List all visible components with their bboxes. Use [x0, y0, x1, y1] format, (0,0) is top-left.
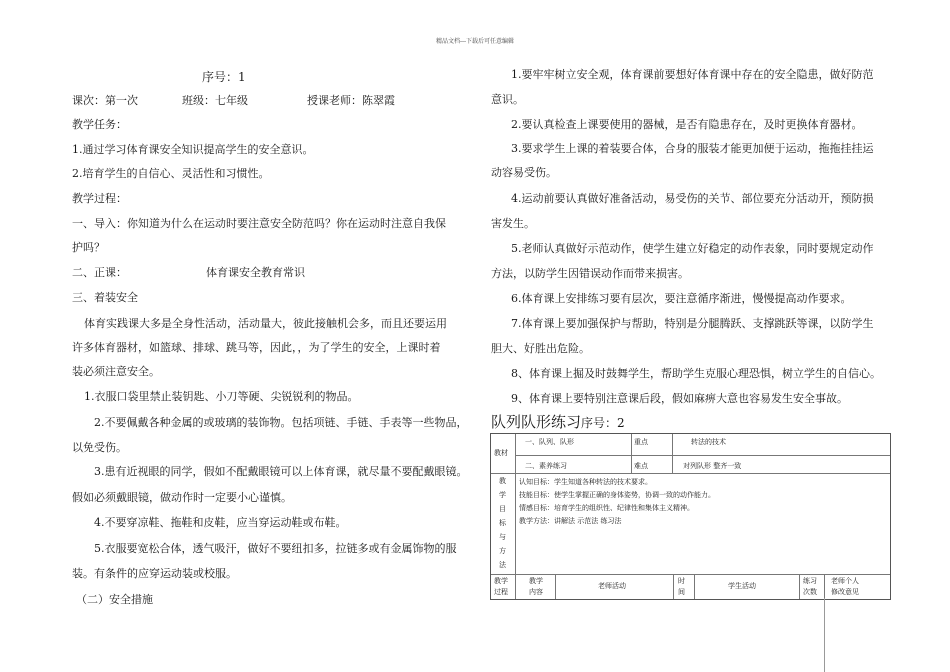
section-number: 序号：2: [581, 416, 625, 430]
measure-item: 害发生。: [491, 217, 535, 230]
goal-item: 情感目标：培育学生的组织性、纪律性和集体主义精神。: [519, 504, 694, 512]
key-point-value: 转法的技术: [691, 438, 726, 446]
intro-line: 一、导入：你知道为什么在运动时要注意安全防范吗？你在运动时注意自我保: [72, 217, 446, 230]
header-teacher-notes: 修改意见: [831, 588, 859, 596]
lesson-number-title: 序号：1: [202, 70, 246, 84]
goals-label-char: 方: [499, 547, 506, 555]
goal-item: 认知目标：学生知道各种转法的技术要求。: [519, 478, 652, 486]
task-item: 1.通过学习体育课安全知识提高学生的安全意识。: [72, 143, 314, 156]
header-teacher-activity: 老师活动: [598, 582, 626, 590]
header-practice-count: 次数: [803, 588, 817, 596]
goals-label-char: 与: [499, 533, 506, 541]
header-watermark: 精品文档---下载后可任意编辑: [435, 38, 515, 45]
header-process: 教学: [494, 577, 508, 585]
goals-label-char: 学: [499, 491, 506, 499]
dress-item: 假如必须戴眼镜，做动作时一定要小心谨慎。: [72, 491, 292, 504]
section-title: [491, 415, 625, 430]
textbook-label: 教材: [494, 449, 508, 457]
main-lesson-title: 体育课安全教育常识: [206, 266, 305, 279]
dress-item: 4.不要穿凉鞋、拖鞋和皮鞋，应当穿运动鞋或布鞋。: [94, 516, 347, 529]
measure-item: 胆大、好胜出危险。: [491, 342, 590, 355]
header-practice-count: 练习: [803, 577, 817, 585]
dress-item: 3.患有近视眼的同学，假如不配戴眼镜可以上体育课，就尽量不要配戴眼镜。: [94, 465, 468, 478]
teacher-name: 授课老师：陈翠霞: [307, 94, 395, 107]
measure-item: 方法，以防学生因错误动作而带来损害。: [491, 267, 689, 280]
measure-item: 5.老师认真做好示范动作，使学生建立好稳定的动作表象，同时要规定动作: [511, 242, 874, 255]
dress-item: 2.不要佩戴各种金属的或玻璃的装饰物。包括项链、手链、手表等一些物品，: [94, 416, 468, 429]
measure-item: 9、体育课上要特别注意课后段，假如麻痹大意也容易发生安全事故。: [511, 392, 848, 405]
dress-item: 以免受伤。: [72, 441, 127, 454]
measure-item: 6.体育课上安排练习要有层次，要注意循序渐进，慢慢提高动作要求。: [511, 292, 852, 305]
header-student-activity: 学生活动: [728, 582, 756, 590]
measure-item: 1.要牢牢树立安全观，体育课前要想好体育课中存在的安全隐患，做好防范: [511, 68, 874, 81]
content-item: 二、素养练习: [525, 462, 567, 470]
header-content: 教学: [529, 577, 543, 585]
class-grade: 班级：七年级: [182, 94, 248, 107]
header-time: 间: [678, 588, 685, 596]
measure-item: 2.要认真检查上课要使用的器械，是否有隐患存在，及时更换体育器材。: [511, 118, 863, 131]
measure-item: 动容易受伤。: [491, 166, 557, 179]
goal-item: 教学方法：讲解法 示范法 练习法: [519, 517, 622, 525]
dress-paragraph: 装必须注意安全。: [72, 365, 160, 378]
dress-paragraph: 体育实践课大多是全身性活动，活动量大，彼此接触机会多，而且还要运用: [84, 317, 447, 330]
divider-line: [824, 598, 825, 672]
dress-item: 1.衣服口袋里禁止装钥匙、小刀等硬、尖锐锐利的物品。: [84, 390, 359, 403]
dress-item: 5.衣服要宽松合体，透气吸汗，做好不要纽扣多，拉链多或有金属饰物的服: [94, 542, 457, 555]
measure-item: 4.运动前要认真做好准备活动，易受伤的关节、部位要充分活动开，预防损: [511, 192, 874, 205]
measures-heading: （二）安全措施: [76, 593, 153, 606]
difficulty-label: 难点: [634, 462, 648, 470]
header-time: 时: [678, 577, 685, 585]
measure-item: 3.要求学生上课的着装要合体，合身的服装才能更加便于运动，拖拖挂挂运: [511, 142, 874, 155]
measure-item: 意识。: [491, 93, 524, 106]
tasks-heading: 教学任务：: [72, 118, 127, 131]
process-heading: 教学过程：: [72, 192, 127, 205]
goals-label-char: 标: [499, 519, 506, 527]
goals-label-char: 目: [499, 505, 506, 513]
goals-label-char: 法: [499, 561, 506, 569]
header-process: 过程: [494, 588, 508, 596]
measure-item: 7.体育课上要加强保护与帮助，特别是分腿腾跃、支撑跳跃等课，以防学生: [511, 317, 874, 330]
section-title-text: 队列队形练习: [491, 413, 582, 431]
content-item: 一、队列、队形: [525, 438, 574, 446]
goal-item: 技能目标：使学生掌握正确的身体姿势，协调一致的动作能力。: [519, 491, 715, 499]
task-item: 2.培育学生的自信心、灵活性和习惯性。: [72, 167, 270, 180]
dress-item: 装。有条件的应穿运动装或校服。: [72, 567, 237, 580]
dress-heading: 三、着装安全: [72, 291, 138, 304]
key-point-label: 重点: [634, 438, 648, 446]
intro-line: 护吗？: [72, 241, 105, 254]
lesson-plan-table: [490, 433, 891, 600]
measure-item: 8、体育课上掘及时鼓舞学生，帮助学生克服心理恐惧，树立学生的自信心。: [511, 367, 881, 380]
difficulty-value: 对列队形 整齐一致: [683, 462, 742, 470]
header-teacher-notes: 老师个人: [831, 577, 859, 585]
main-lesson-label: 二、正课：: [72, 266, 127, 279]
header-content: 内容: [529, 588, 543, 596]
goals-label-char: 教: [499, 477, 506, 485]
lesson-count: 课次：第一次: [72, 94, 138, 107]
dress-paragraph: 许多体育器材，如篮球、排球、跳马等，因此，，为了学生的安全，上课时着: [72, 341, 441, 354]
